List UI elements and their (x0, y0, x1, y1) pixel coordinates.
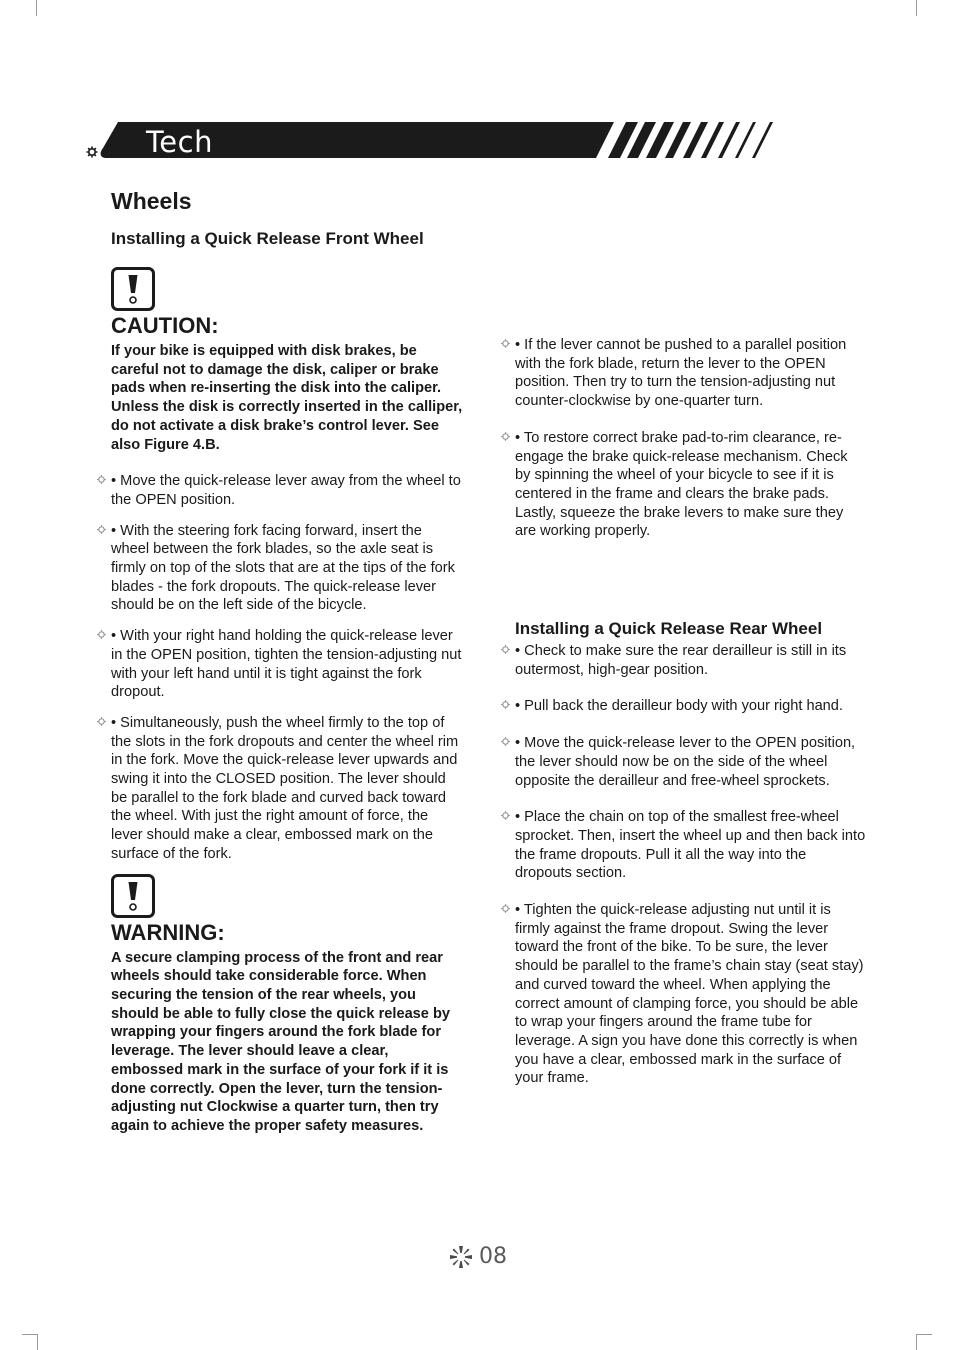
list-item-text: • With the steering fork facing forward, insert the wheel between the fork blades, so the axle seat is firmly on top of the slots that are at the tips of the fork blades - the fork dropouts. The quick-release lever should be on the left side of the bicycle. (111, 522, 455, 614)
gear-bullet-icon (97, 717, 106, 726)
gear-icon (449, 1245, 473, 1269)
gear-bullet-icon (97, 630, 106, 639)
speed-stripes (608, 122, 773, 158)
page-number-text: 08 (479, 1244, 507, 1269)
list-item (515, 429, 867, 541)
exclamation-icon (111, 874, 155, 918)
list-item-text: • Simultaneously, push the wheel firmly to the top of the slots in the fork dropouts and center the wheel rim in the fork. Move the quick-release lever upwards and swing it into the CLOSED position. The lever should be parallel to the fork blade and curved back toward the wheel. With just the right amount of force, the lever should make a clear, embossed mark on the surface of the fork. (111, 714, 459, 862)
warning-box (111, 874, 463, 1136)
list-item (515, 901, 867, 1088)
warning-title: WARNING: (111, 919, 225, 945)
gear-bullet-icon (97, 475, 106, 484)
gear-bullet-icon (501, 904, 510, 913)
list-item-text: • Move the quick-release lever away from the wheel to the OPEN position. (111, 473, 461, 508)
list-item (515, 336, 867, 411)
crop-mark-bottom-right-h (916, 1334, 932, 1335)
crop-mark-top-right (916, 0, 917, 16)
gear-bullet-icon (501, 811, 510, 820)
crop-mark-bottom-left-v (37, 1334, 38, 1350)
list-item-text: • With your right hand holding the quick-release lever in the OPEN position, tighten the tension-adjusting nut with your left hand until it is tight against the fork dropout. (111, 628, 462, 701)
gear-bullet-icon (501, 645, 510, 654)
list-item-text: • If the lever cannot be pushed to a parallel position with the fork blade, return the lever to the OPEN position. Then try to turn the tension-adjusting nut counter-clockwise by one-quarter turn. (515, 337, 847, 410)
page-heading: Wheels (111, 188, 192, 214)
gear-bullet-icon (501, 700, 510, 709)
crop-mark-bottom-left-h (22, 1334, 38, 1335)
right-column (515, 336, 867, 1088)
left-column (111, 188, 463, 1136)
front-wheel-subheading: Installing a Quick Release Front Wheel (111, 229, 424, 248)
gear-bullet-icon (501, 432, 510, 441)
crop-mark-bottom-right-v (916, 1334, 917, 1350)
list-item-text: • To restore correct brake pad-to-rim clearance, re-engage the brake quick-release mechanism. Check by spinning the wheel of your bicycle to see if it is centered in the frame and clears the brake pads. Lastly, squeeze the brake levers to make sure they are working properly. (515, 429, 848, 540)
list-item-text: • Tighten the quick-release adjusting nut until it is firmly against the frame dropout. Swing the lever toward the front of the bike. To be sure, the lever should be parallel to the frame’s chain stay (seat stay) and curved toward the wheel. When applying the correct amount of clamping force, you should be able to wrap your fingers around the frame tube for leverage. A sign you have done this correctly is when you have a clear, embossed mark in the surface of your frame. (515, 902, 864, 1087)
gear-bullet-icon (501, 737, 510, 746)
section-banner (86, 118, 786, 164)
gear-bullet-icon (97, 525, 106, 534)
warning-text: A secure clamping process of the front and rear wheels should take considerable force. When securing the tension of the rear wheels, you should be able to fully close the quick release by wrapping your fingers around the fork blade for leverage. The lever should leave a clear, embossed mark in the surface of your fork if it is done correctly. Open the lever, turn the tension-adjusting nut Clockwise a quarter turn, then try again to achieve the proper safety measures. (111, 949, 450, 1134)
crop-mark-top-left (36, 0, 37, 16)
exclamation-icon (111, 267, 155, 311)
list-item (515, 808, 867, 883)
list-item-text: • Pull back the derailleur body with your right hand. (515, 698, 843, 715)
list-item (111, 714, 463, 864)
list-item (111, 472, 463, 509)
list-item-text: • Place the chain on top of the smallest free-wheel sprocket. Then, insert the wheel up and then back into the frame dropouts. Pull it all the way into the dropouts section. (515, 809, 866, 882)
rear-wheel-subheading: Installing a Quick Release Rear Wheel (515, 619, 823, 639)
list-item (515, 734, 867, 790)
section-title: Tech (146, 125, 213, 159)
list-item-text: • Move the quick-release lever to the OPEN position, the lever should now be on the side of the wheel opposite the derailleur and free-wheel sprockets. (515, 735, 856, 789)
list-item (111, 522, 463, 616)
list-item (515, 697, 867, 716)
gear-icon (87, 147, 98, 158)
list-item-text: • Check to make sure the rear derailleur is still in its outermost, high-gear position. (515, 643, 847, 678)
caution-title: CAUTION: (111, 313, 219, 338)
caution-text: If your bike is equipped with disk brakes, be careful not to damage the disk, caliper or brake pads when re-inserting the disk into the caliper. Unless the disk is correctly inserted in the calliper, do not activate a disk brake’s control lever. See also Figure 4.B. (111, 343, 463, 453)
caution-box (111, 267, 463, 454)
list-item (515, 642, 867, 679)
list-item (111, 627, 463, 702)
gear-bullet-icon (501, 339, 510, 348)
